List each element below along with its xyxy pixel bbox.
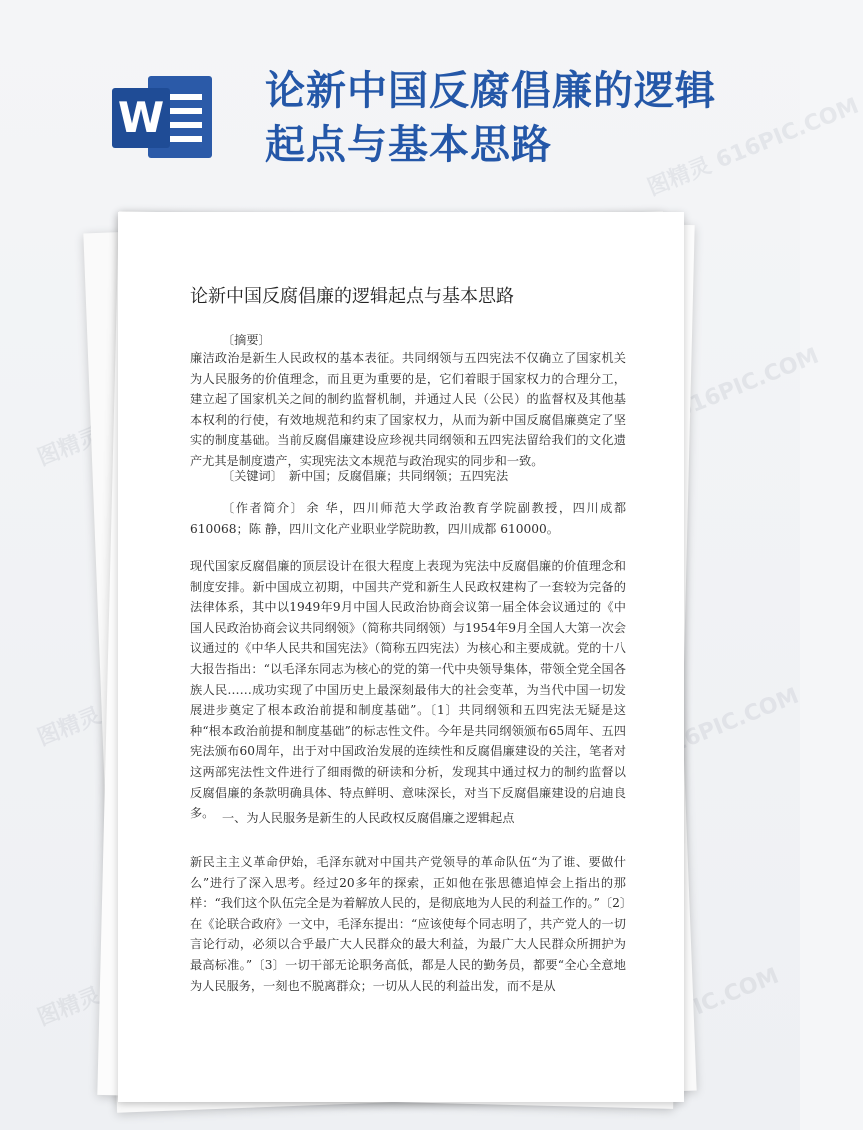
- header-title: 论新中国反腐倡廉的逻辑起点与基本思路: [265, 68, 716, 168]
- author-text: 余 华，四川师范大学政治教育学院副教授，四川成都610068；陈 静，四川文化产业职业学院助教，四川成都 610000。: [190, 501, 627, 536]
- keywords-line: [222, 466, 626, 487]
- abstract-text: 廉洁政治是新生人民政权的基本表征。共同纲领与五四宪法不仅确立了国家机关为人民服务的价值理念，而且更为重要的是，它们着眼于国家权力的合理分工，建立起了国家机关之间的制约监督机制，并通过人民（公民）的监督权及其他基本权利的行使，有效地规范和约束了国家权力，从而为新中国反腐倡廉奠定了坚实的制度基础。当前反腐倡廉建设应珍视共同纲领和五四宪法留给我们的文化遗产尤其是制度遗产，实现宪法文本规范与政治现实的同步和一致。: [190, 351, 626, 468]
- word-document-icon: [112, 72, 212, 162]
- document-page: [118, 212, 684, 1102]
- body-paragraph-1: 现代国家反腐倡廉的顶层设计在很大程度上表现为宪法中反腐倡廉的价值理念和制度安排。新中国成立初期，中国共产党和新生人民政权建构了一套较为完备的法律体系，其中以1949年9月中国人民政治协商会议第一届全体会议通过的《中国人民政治协商会议共同纲领》（简称共同纲领）与1954年9月全国人大第一次会议通过的《中华人民共和国宪法》（简称五四宪法）为核心和主要成就。党的十八大报告指出：“以毛泽东同志为核心的党的第一代中央领导集体，带领全党全国各族人民……成功实现了中国历史上最深刻最伟大的社会变革，为当代中国一切发展进步奠定了根本政治前提和制度基础”。〔1〕共同纲领和五四宪法无疑是这种“根本政治前提和制度基础”的标志性文件。今年是共同纲领颁布65周年、五四宪法颁布60周年，出于对中国政治发展的连续性和反腐倡廉建设的关注，笔者对这两部宪法性文件进行了细雨微的研读和分析，发现其中通过权力的制约监督以反腐倡廉的条款明确具体、特点鲜明、意味深长，对当下反腐倡廉建设的启迪良多。: [190, 559, 626, 821]
- section-heading: 一、为人民服务是新生的人民政权反腐倡廉之逻辑起点: [222, 811, 515, 825]
- document-title: 论新中国反腐倡廉的逻辑起点与基本思路: [190, 286, 514, 307]
- body-paragraph-2: 新民主主义革命伊始，毛泽东就对中国共产党领导的革命队伍“为了谁、要做什么”进行了深入思考。经过20多年的探索，正如他在张思德追悼会上指出的那样：“我们这个队伍完全是为着解放人民的，是彻底地为人民的利益工作的。”〔2〕在《论联合政府》一文中，毛泽东提出：“应该使每个同志明了，共产党人的一切言论行动，必须以合乎最广大人民群众的最大利益，为最广大人民群众所拥护为最高标准。”〔3〕一切干部无论职务高低，都是人民的勤务员，都要“全心全意地为人民服务，一刻也不脱离群众；一切从人民的利益出发，而不是从: [190, 855, 626, 993]
- abstract-label: 〔摘要〕: [222, 333, 271, 347]
- keywords-text: 新中国；反腐倡廉；共同纲领；五四宪法: [288, 469, 509, 483]
- author-line: [190, 498, 626, 539]
- word-icon-letter: W: [112, 88, 170, 148]
- author-label: 〔作者简介〕: [222, 501, 305, 515]
- keywords-label: 〔关键词〕: [222, 469, 283, 483]
